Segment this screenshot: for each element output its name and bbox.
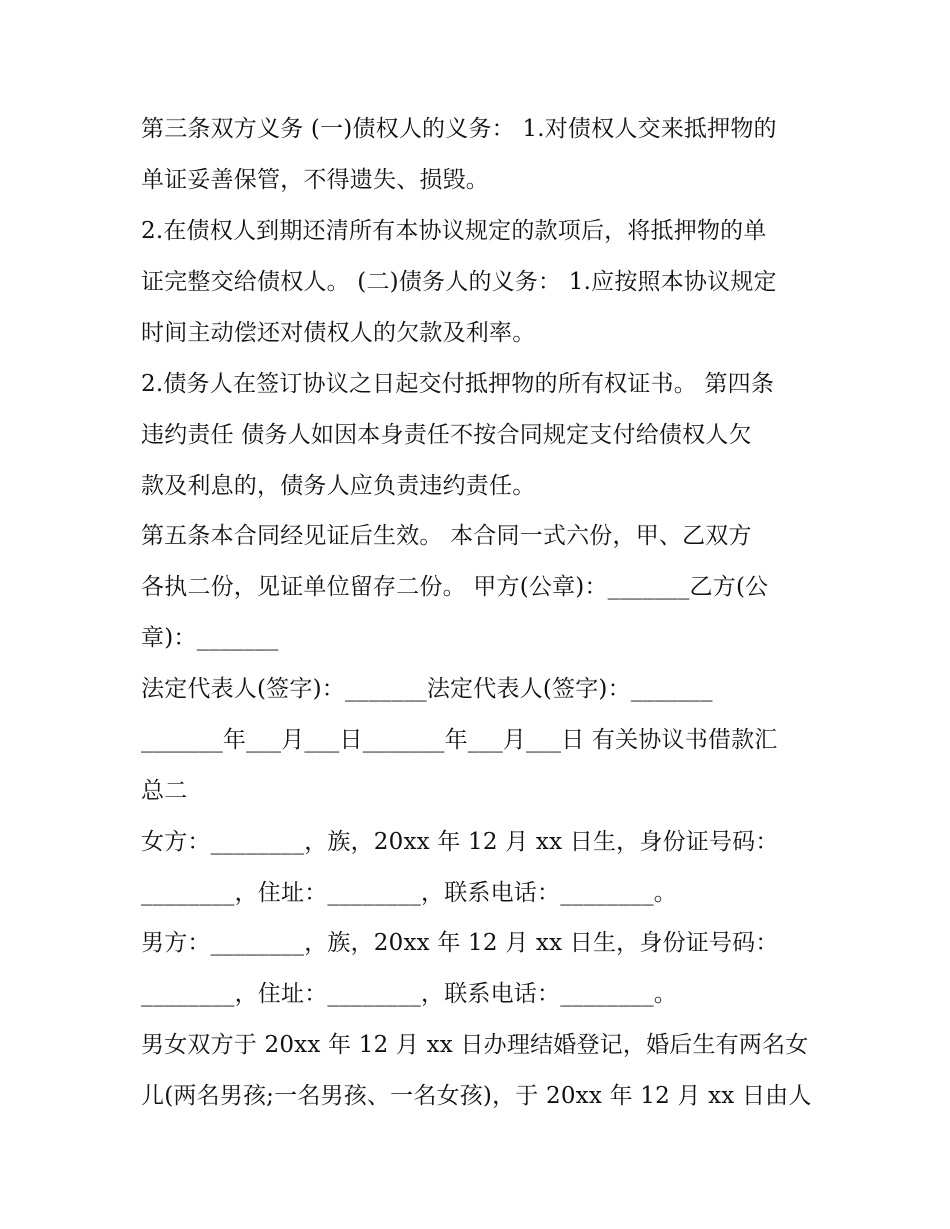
text-line: 违约责任 债务人如因本身责任不按合同规定支付给债权人欠 xyxy=(141,422,752,448)
text-line: 各执二份，见证单位留存二份。 甲方(公章)：_______乙方(公 xyxy=(141,574,769,600)
text-line: 2.债务人在签订协议之日起交付抵押物的所有权证书。 第四条 xyxy=(141,371,775,397)
text-line: 单证妥善保管，不得遗失、损毁。 xyxy=(141,167,489,193)
text-line: 2.在债权人到期还清所有本协议规定的款项后，将抵押物的单 xyxy=(141,218,767,244)
text-line: 女方：________，族，20xx 年 12 月 xx 日生，身份证号码： xyxy=(141,829,779,855)
text-line: ________，住址：________，联系电话：________。 xyxy=(141,880,677,906)
text-line: ________，住址：________，联系电话：________。 xyxy=(141,981,677,1007)
text-line: 证完整交给债权人。 (二)债务人的义务： 1.应按照本协议规定 xyxy=(141,269,777,295)
text-line: 儿(两名男孩;一名男孩、一名女孩)，于 20xx 年 12 月 xx 日由人 xyxy=(141,1083,812,1109)
text-line: _______年___月___日_______年___月___日 有关协议书借款汇 xyxy=(141,727,778,753)
text-line: 男方：________，族，20xx 年 12 月 xx 日生，身份证号码： xyxy=(141,930,779,956)
text-line: 章)：_______ xyxy=(141,625,279,651)
text-line: 第五条本合同经见证后生效。 本合同一式六份，甲、乙双方 xyxy=(141,523,752,549)
text-line: 款及利息的，债务人应负责违约责任。 xyxy=(141,473,536,499)
text-line: 总二 xyxy=(141,778,188,804)
text-line: 时间主动偿还对债权人的欠款及利率。 xyxy=(141,320,536,346)
text-line: 第三条双方义务 (一)债权人的义务： 1.对债权人交来抵押物的 xyxy=(141,116,777,142)
text-line: 男女双方于 20xx 年 12 月 xx 日办理结婚登记，婚后生有两名女 xyxy=(141,1032,809,1058)
text-line: 法定代表人(签字)：_______法定代表人(签字)：_______ xyxy=(141,676,713,702)
